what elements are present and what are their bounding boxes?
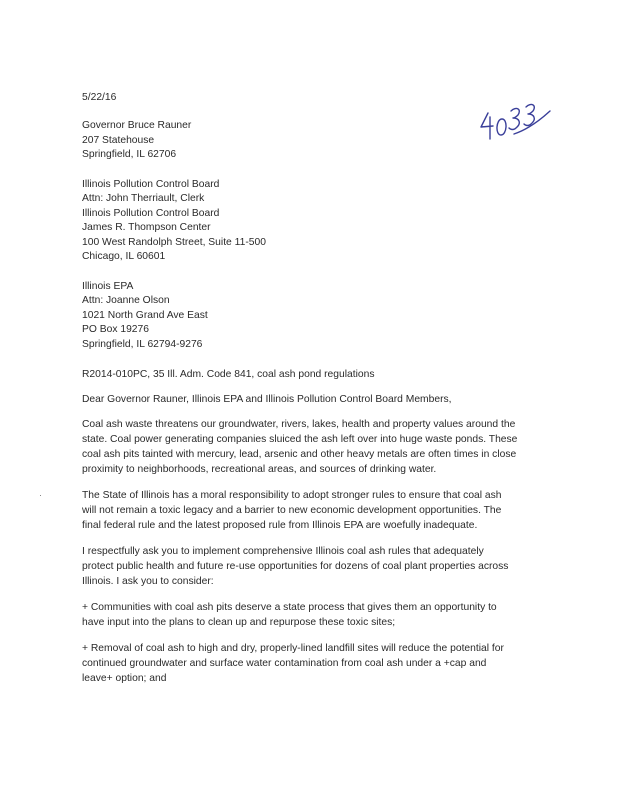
paragraph-line: proximity to neighborhoods, recreational areas, and sources of drinking water. — [82, 464, 437, 475]
paragraph-line: Coal ash waste threatens our groundwater, rivers, lakes, health and property values around the — [82, 419, 516, 430]
letter-date: 5/22/16 — [82, 92, 117, 103]
paragraph-line: final federal rule and the latest proposed rule from Illinois EPA are woefully inadequate. — [82, 520, 478, 531]
paragraph-line: state. Coal power generating companies sluiced the ash left over into huge waste ponds. These — [82, 434, 518, 445]
paragraph-line: have input into the plans to clean up and repurpose these toxic sites; — [82, 617, 396, 628]
address-line: Springfield, IL 62706 — [82, 149, 177, 160]
address-line: Attn: John Therriault, Clerk — [82, 193, 205, 204]
address-line: Illinois Pollution Control Board — [82, 207, 220, 219]
address-line: James R. Thompson Center — [82, 222, 211, 233]
paragraph-line: + Removal of coal ash to high and dry, properly-lined landfill sites will reduce the potential for — [82, 643, 504, 654]
paragraph-line: leave+ option; and — [82, 673, 167, 684]
salutation: Dear Governor Rauner, Illinois EPA and Illinois Pollution Control Board Members, — [82, 394, 452, 405]
address-line: 1021 North Grand Ave East — [82, 309, 208, 321]
paragraph-line: coal ash pits tainted with mercury, lead, arsenic and other heavy metals are often times in close — [82, 449, 517, 460]
paragraph-line: I respectfully ask you to implement comprehensive Illinois coal ash rules that adequately — [82, 546, 484, 557]
body-paragraph-5 — [82, 641, 542, 686]
address-line: Springfield, IL 62794-9276 — [82, 338, 203, 350]
recipient-block-epa — [82, 280, 542, 353]
address-line: 207 Statehouse — [82, 134, 155, 146]
address-line: Illinois EPA — [82, 280, 134, 292]
handwritten-number-mark — [478, 97, 553, 147]
paragraph-line: protect public health and future re-use opportunities for dozens of coal plant properties across — [82, 561, 509, 572]
paragraph-line: will not remain a toxic legacy and a barrier to new economic development opportunities. The — [82, 505, 502, 516]
address-line: PO Box 19276 — [82, 324, 149, 335]
address-line: Illinois Pollution Control Board — [82, 178, 220, 190]
paragraph-line: The State of Illinois has a moral responsibility to adopt stronger rules to ensure that coal ash — [82, 490, 502, 501]
address-line: Governor Bruce Rauner — [82, 120, 192, 131]
address-line: Attn: Joanne Olson — [82, 295, 170, 306]
paragraph-line: + Communities with coal ash pits deserve a state process that gives them an opportunity to — [82, 602, 497, 613]
paragraph-line: continued groundwater and surface water contamination from coal ash under a +cap and — [82, 658, 487, 669]
letter-body — [82, 90, 542, 697]
subject-line: R2014-010PC, 35 Ill. Adm. Code 841, coal ash pond regulations — [82, 369, 375, 380]
paragraph-line: Illinois. I ask you to consider: — [82, 576, 214, 587]
body-paragraph-4 — [82, 600, 542, 630]
body-paragraph-3 — [82, 544, 542, 589]
body-paragraph-1 — [82, 417, 542, 477]
recipient-block-pollution-board — [82, 178, 542, 265]
scan-speck — [40, 495, 41, 496]
recipient-block-governor — [82, 119, 542, 163]
body-paragraph-2 — [82, 488, 542, 533]
address-line: Chicago, IL 60601 — [82, 251, 166, 262]
address-line: 100 West Randolph Street, Suite 11-500 — [82, 236, 266, 248]
